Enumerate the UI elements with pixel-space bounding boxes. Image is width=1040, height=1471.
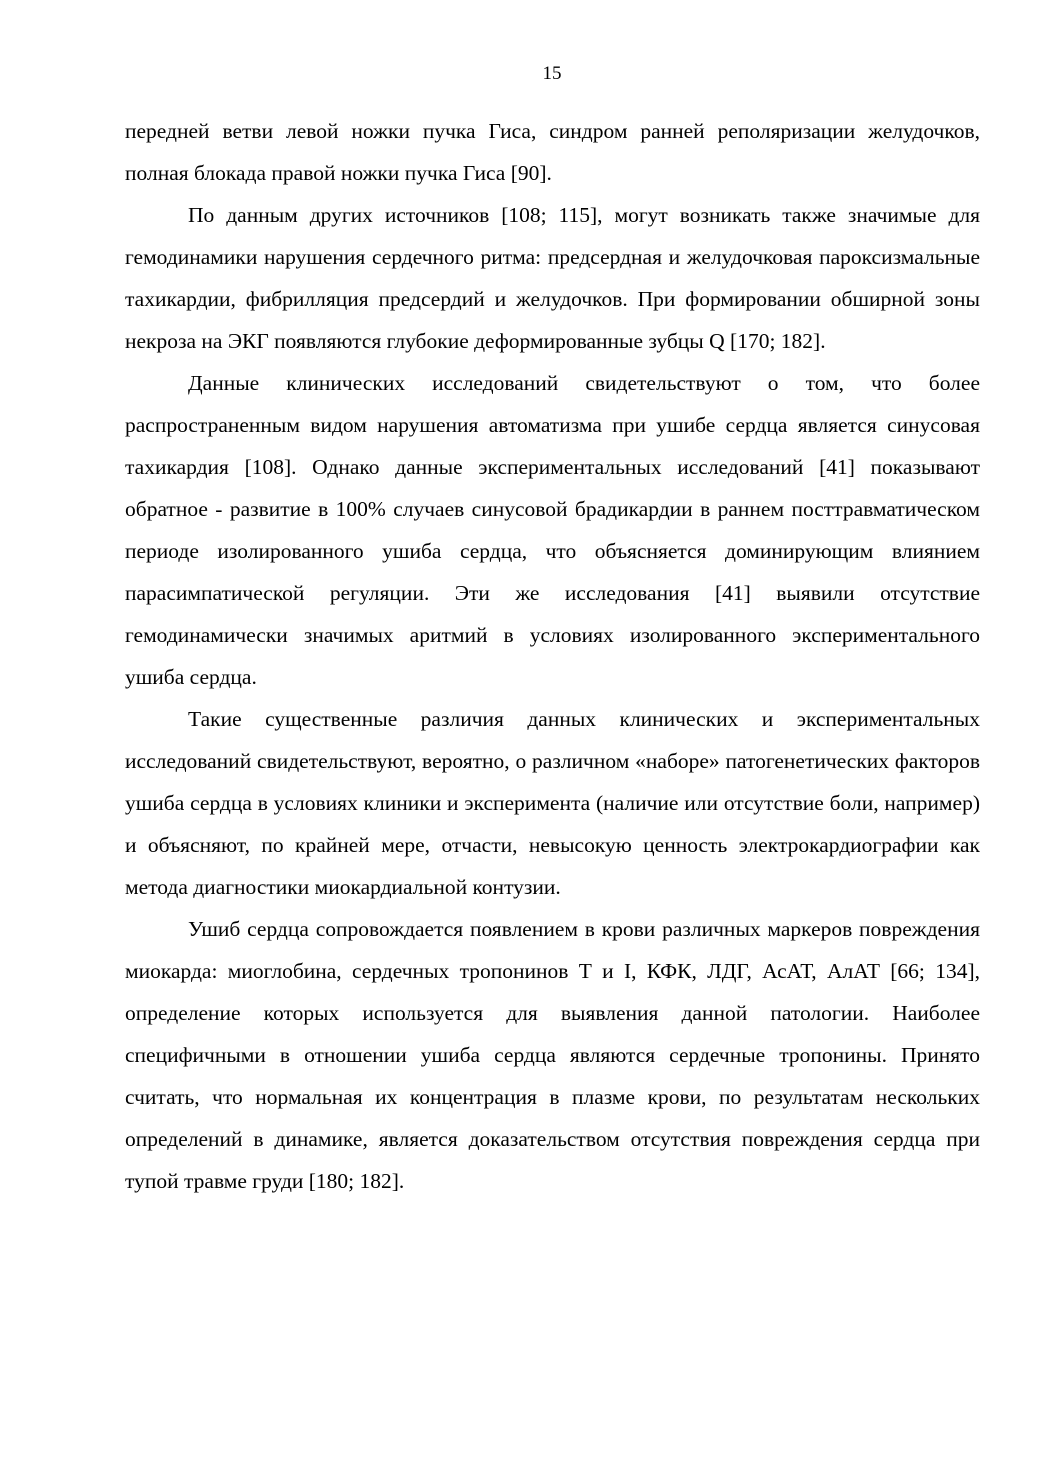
paragraph-continuation: передней ветви левой ножки пучка Гиса, синдром ранней реполяризации желудочков, полная блокада правой ножки пучка Гиса [90]. xyxy=(125,119,980,185)
paragraph-differences: Такие существенные различия данных клинических и экспериментальных исследований свидетельствуют, вероятно, о различном «наборе» патогенетических факторов ушиба сердца в условиях клиники и эксперимента (наличие или отсутствие боли, например) и объясняют, по крайней мере, отчасти, невысокую ценность электрокардиографии как метода диагностики миокардиальной контузии. xyxy=(125,707,980,899)
page-number: 15 xyxy=(542,63,562,84)
paragraph-markers: Ушиб сердца сопровождается появлением в крови различных маркеров повреждения миокарда: миоглобина, сердечных тропонинов Т и I, КФК, ЛДГ, АсАТ, АлАТ [66; 134], определение которых используется для выявления данной патологии. Наиболее специфичными в отношении ушиба сердца являются сердечные тропонины. Принято считать, что нормальная их концентрация в плазме крови, по результатам нескольких определений в динамике, является доказательством отсутствия повреждения сердца при тупой травме груди [180; 182]. xyxy=(125,917,980,1193)
paragraph-clinical-studies: Данные клинических исследований свидетельствуют о том, что более распространенным видом нарушения автоматизма при ушибе сердца является синусовая тахикардия [108]. Однако данные экспериментальных исследований [41] показывают обратное - развитие в 100% случаев синусовой брадикардии в раннем посттравматическом периоде изолированного ушиба сердца, что объясняется доминирующим влиянием парасимпатической регуляции. Эти же исследования [41] выявили отсутствие гемодинамически значимых аритмий в условиях изолированного экспериментального ушиба сердца. xyxy=(125,371,980,689)
body-text xyxy=(125,110,980,1202)
paragraph-arrhythmia-sources: По данным других источников [108; 115], могут возникать также значимые для гемодинамики нарушения сердечного ритма: предсердная и желудочковая пароксизмальные тахикардии, фибрилляция предсердий и желудочков. При формировании обширной зоны некроза на ЭКГ появляются глубокие деформированные зубцы Q [170; 182]. xyxy=(125,203,980,353)
